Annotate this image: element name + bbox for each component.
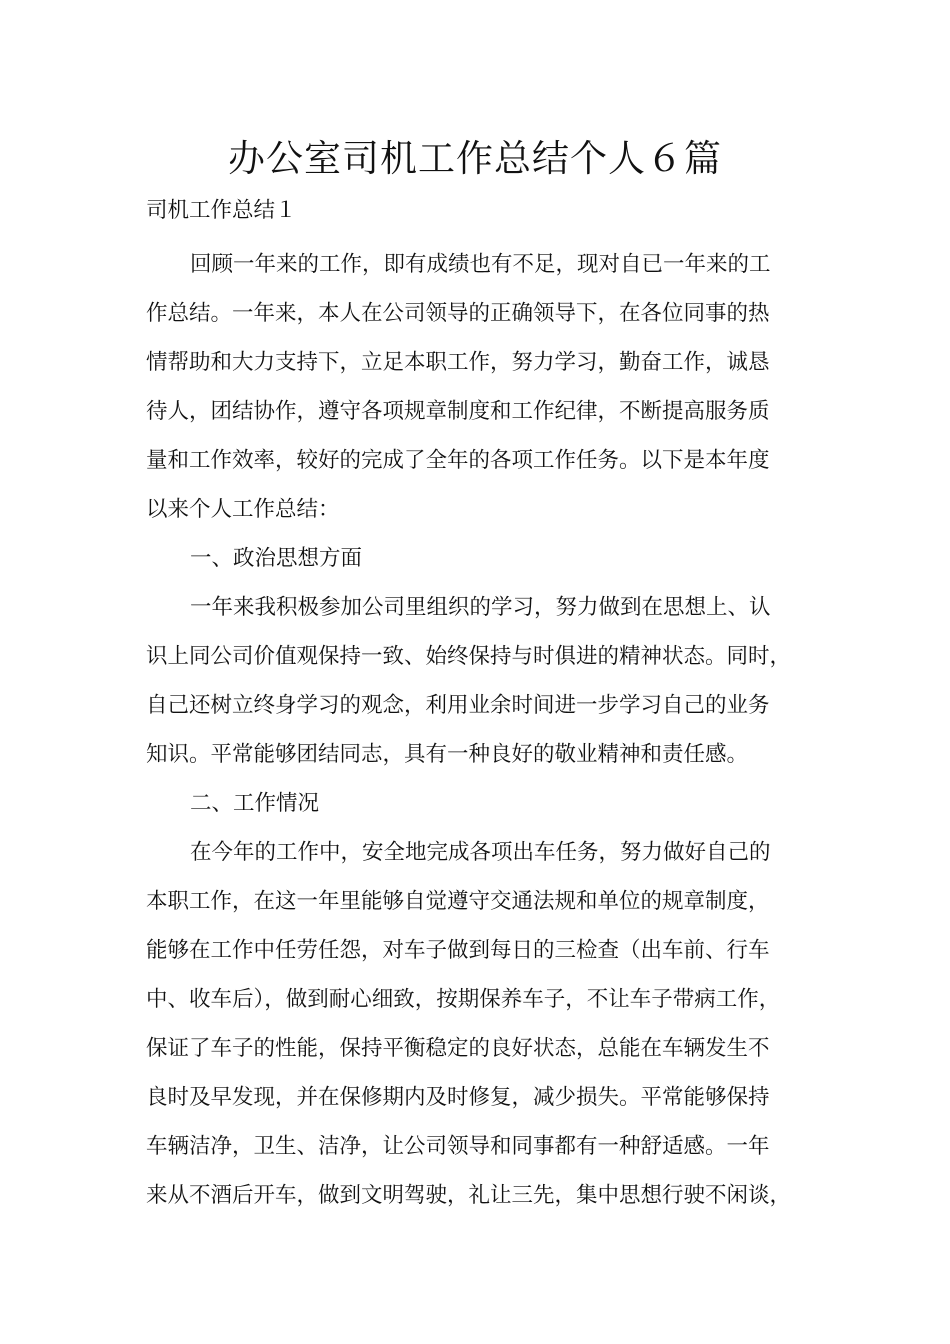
paragraph-line: 在今年的工作中，安全地完成各项出车任务，努力做好自己的 [190, 840, 771, 865]
paragraph-line: 知识。平常能够团结同志，具有一种良好的敬业精神和责任感。 [146, 742, 749, 767]
document-body [146, 186, 822, 1220]
paragraph-line: 回顾一年来的工作，即有成绩也有不足，现对自已一年来的工 [190, 252, 771, 277]
paragraph-line: 量和工作效率，较好的完成了全年的各项工作任务。以下是本年度 [146, 448, 770, 473]
paragraph-line: 以来个人工作总结： [146, 497, 340, 522]
paragraph-line: 能够在工作中任劳任怨，对车子做到每日的三检查（出车前、行车 [146, 938, 770, 963]
paragraph-line: 车辆洁净，卫生、洁净，让公司领导和同事都有一种舒适感。一年 [146, 1134, 770, 1159]
paragraph-line: 识上同公司价值观保持一致、始终保持与时俱进的精神状态。同时， [146, 644, 792, 669]
paragraph-line: 良时及早发现，并在保修期内及时修复，减少损失。平常能够保持 [146, 1085, 770, 1110]
section-heading: 一、政治思想方面 [190, 546, 363, 571]
paragraph-line: 情帮助和大力支持下，立足本职工作，努力学习，勤奋工作，诚恳 [146, 350, 770, 375]
document-title: 办公室司机工作总结个人６篇 [228, 137, 722, 180]
section-label: 司机工作总结１ [146, 198, 297, 223]
paragraph-line: 一年来我积极参加公司里组织的学习，努力做到在思想上、认 [190, 595, 771, 620]
paragraph-line: 来从不酒后开车，做到文明驾驶，礼让三先，集中思想行驶不闲谈， [146, 1183, 792, 1208]
paragraph-line: 中、收车后），做到耐心细致，按期保养车子，不让车子带病工作， [146, 987, 781, 1012]
section-heading: 二、工作情况 [190, 791, 320, 816]
paragraph-line: 自己还树立终身学习的观念，利用业余时间进一步学习自己的业务 [146, 693, 770, 718]
paragraph-line: 作总结。一年来，本人在公司领导的正确领导下，在各位同事的热 [146, 301, 770, 326]
paragraph-line: 保证了车子的性能，保持平衡稳定的良好状态，总能在车辆发生不 [146, 1036, 770, 1061]
paragraph-line: 本职工作，在这一年里能够自觉遵守交通法规和单位的规章制度， [146, 889, 770, 914]
paragraph-line: 待人，团结协作，遵守各项规章制度和工作纪律，不断提高服务质 [146, 399, 770, 424]
